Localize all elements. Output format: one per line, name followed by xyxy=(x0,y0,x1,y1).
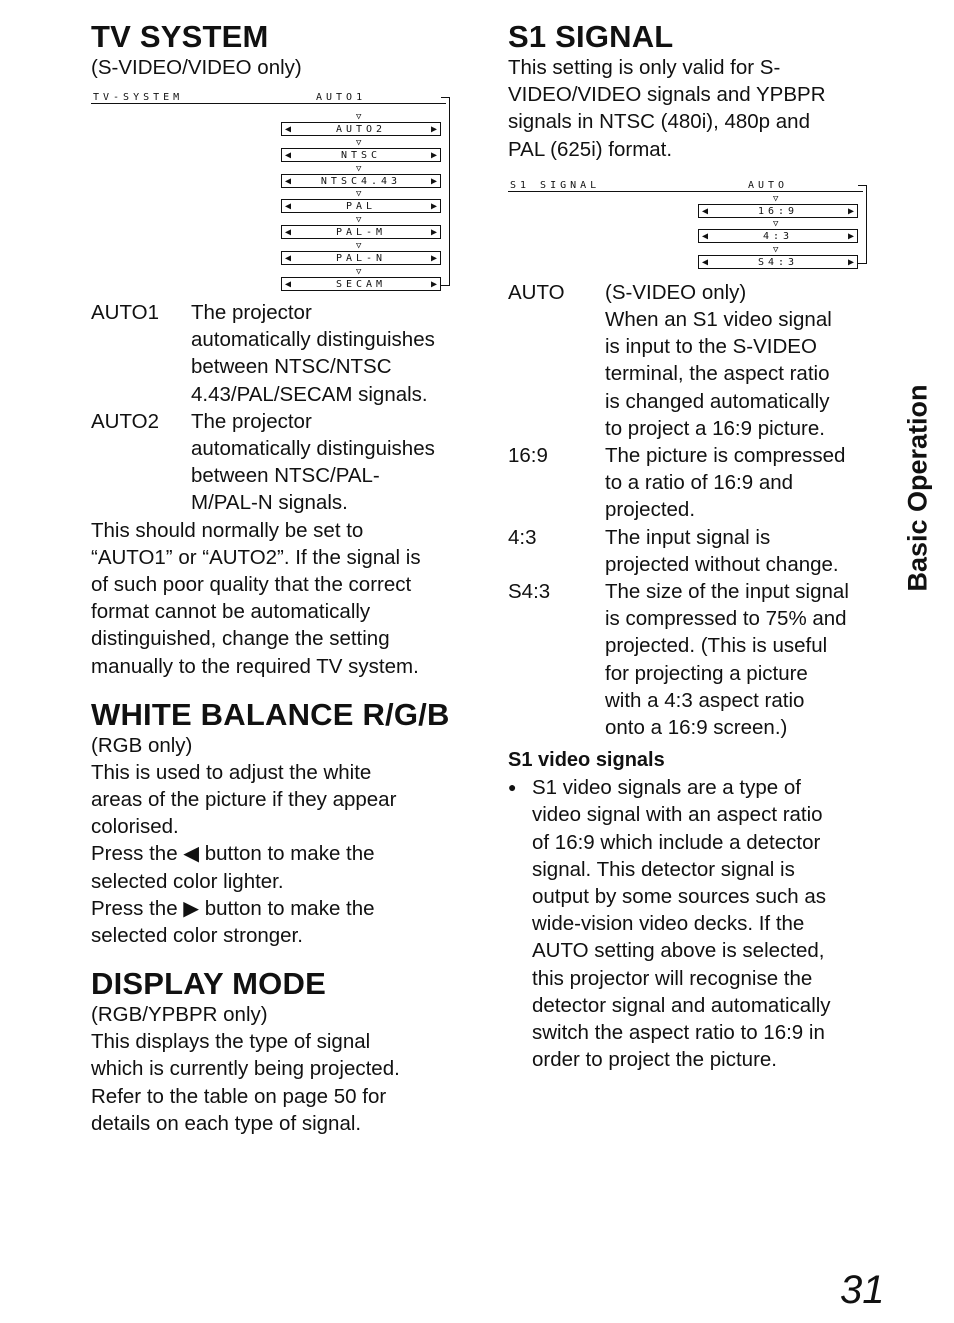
right-arrow-icon: ▶ xyxy=(430,201,437,213)
left-arrow-icon: ◀ xyxy=(285,201,292,213)
note-line: switch the aspect ratio to 16:9 in xyxy=(532,1021,825,1045)
def-line: is input to the S-VIDEO xyxy=(605,335,817,359)
s1-menu-title: S1 SIGNAL xyxy=(510,179,601,191)
menu-option-box xyxy=(281,122,441,136)
body-line: “AUTO1” or “AUTO2”. If the signal is xyxy=(91,545,421,569)
menu-option-label: S4:3 xyxy=(757,256,799,268)
menu-option-box xyxy=(281,174,441,188)
left-arrow-icon: ◀ xyxy=(702,231,709,243)
right-arrow-icon: ▶ xyxy=(847,231,854,243)
def-term: AUTO2 xyxy=(91,409,159,433)
display-mode-heading: DISPLAY MODE xyxy=(91,966,326,1002)
note-text xyxy=(532,774,831,1073)
s1-signal-definitions xyxy=(508,279,888,741)
note-line: of 16:9 which include a detector xyxy=(532,830,821,854)
menu-option-box xyxy=(698,229,858,243)
tv-system-menu-diagram xyxy=(91,91,481,299)
body-line: colorised. xyxy=(91,815,179,839)
body-line: of such poor quality that the correct xyxy=(91,573,412,597)
def-line: between NTSC/PAL- xyxy=(191,464,380,488)
def-line: When an S1 video signal xyxy=(605,308,832,332)
note-line: video signal with an aspect ratio xyxy=(532,803,823,827)
def-4-3 xyxy=(508,524,888,578)
down-arrow-icon: ▽ xyxy=(356,137,362,148)
down-arrow-icon: ▽ xyxy=(773,193,779,204)
def-line: automatically distinguishes xyxy=(191,437,435,461)
menu-option-label: 16:9 xyxy=(757,205,799,217)
def-term: 4:3 xyxy=(508,525,537,549)
def-16-9 xyxy=(508,442,888,524)
body-line: Press the ▶ button to make the xyxy=(91,896,375,920)
display-mode-body xyxy=(91,1028,481,1137)
menu-option-box xyxy=(698,255,858,269)
menu-option-box xyxy=(281,148,441,162)
body-line: This displays the type of signal xyxy=(91,1030,371,1054)
section-side-tab xyxy=(893,378,943,598)
menu-option-label: SECAM xyxy=(335,278,387,290)
def-term: AUTO xyxy=(508,280,565,304)
def-line: automatically distinguishes xyxy=(191,328,435,352)
def-line: to a ratio of 16:9 and xyxy=(605,471,794,495)
right-arrow-icon: ▶ xyxy=(847,205,854,217)
s1-signal-menu-diagram xyxy=(508,179,888,279)
side-tab-label: Basic Operation xyxy=(902,384,933,592)
tv-system-subtitle: (S-VIDEO/VIDEO only) xyxy=(91,56,302,79)
def-line: M/PAL-N signals. xyxy=(191,491,348,515)
tv-system-body xyxy=(91,517,481,680)
body-line: manually to the required TV system. xyxy=(91,654,419,678)
def-line: to project a 16:9 picture. xyxy=(605,416,825,440)
s1-video-signals-heading: S1 video signals xyxy=(508,749,665,772)
def-line: projected without change. xyxy=(605,552,839,576)
body-line: This should normally be set to xyxy=(91,518,364,542)
right-arrow-icon: ▶ xyxy=(430,278,437,290)
right-arrow-icon: ▶ xyxy=(847,256,854,268)
s1-menu-titlebar xyxy=(508,179,863,192)
def-line: is changed automatically xyxy=(605,389,830,413)
left-arrow-icon: ◀ xyxy=(702,256,709,268)
note-line: signal. This detector signal is xyxy=(532,857,795,881)
def-line: The projector xyxy=(191,301,312,324)
def-auto1 xyxy=(91,299,481,408)
right-arrow-icon: ▶ xyxy=(430,149,437,161)
white-balance-subtitle: (RGB only) xyxy=(91,733,193,757)
bullet-icon: ● xyxy=(508,779,517,796)
body-line: Refer to the table on page 50 for xyxy=(91,1084,387,1108)
down-arrow-icon: ▽ xyxy=(356,189,362,200)
def-line: The size of the input signal xyxy=(605,580,849,604)
left-arrow-icon: ◀ xyxy=(285,124,292,135)
def-line: The input signal is xyxy=(605,525,771,549)
menu-option-label: PAL-M xyxy=(335,227,387,239)
body-line: This setting is only valid for S- xyxy=(508,56,781,79)
down-arrow-icon: ▽ xyxy=(356,163,362,174)
s1-video-signals-note xyxy=(508,774,888,1073)
right-arrow-icon: ▶ xyxy=(430,227,437,239)
left-arrow-icon: ◀ xyxy=(285,253,292,264)
def-auto2 xyxy=(91,408,481,517)
note-line: this projector will recognise the xyxy=(532,966,813,990)
left-arrow-icon: ◀ xyxy=(285,149,292,161)
menu-option-label: PAL xyxy=(345,201,377,213)
body-line: details on each type of signal. xyxy=(91,1111,362,1135)
def-desc xyxy=(191,408,481,517)
body-line: selected color stronger. xyxy=(91,924,303,948)
body-line: This is used to adjust the white xyxy=(91,760,372,784)
tv-menu-titlebar xyxy=(91,91,446,104)
body-line: selected color lighter. xyxy=(91,869,284,893)
right-arrow-icon: ▶ xyxy=(430,124,437,135)
s1-signal-heading: S1 SIGNAL xyxy=(508,19,674,54)
menu-option-box xyxy=(698,204,858,218)
def-line: terminal, the aspect ratio xyxy=(605,362,830,386)
menu-option-label: AUTO2 xyxy=(335,124,387,135)
def-line: onto a 16:9 screen.) xyxy=(605,716,788,740)
menu-option-box xyxy=(281,251,441,265)
page-number: 31 xyxy=(840,1268,885,1312)
def-line: The picture is compressed xyxy=(605,444,846,468)
left-column xyxy=(91,20,481,1137)
def-line: 4.43/PAL/SECAM signals. xyxy=(191,382,428,406)
left-arrow-icon: ◀ xyxy=(285,227,292,239)
down-arrow-icon: ▽ xyxy=(356,266,362,277)
white-balance-heading: WHITE BALANCE R/G/B xyxy=(91,696,450,732)
note-line: AUTO setting above is selected, xyxy=(532,939,825,963)
down-arrow-icon: ▽ xyxy=(773,219,779,230)
def-term: S4:3 xyxy=(508,580,551,604)
menu-option-box xyxy=(281,277,441,291)
left-arrow-icon: ◀ xyxy=(285,175,292,187)
right-column xyxy=(508,20,888,1074)
def-line: projected. (This is useful xyxy=(605,634,828,658)
menu-option-box xyxy=(281,199,441,213)
menu-loop-line xyxy=(858,185,867,264)
tv-system-heading: TV SYSTEM xyxy=(91,19,269,54)
body-line: Press the ◀ button to make the xyxy=(91,842,375,866)
left-arrow-icon: ◀ xyxy=(285,278,292,290)
tv-system-definitions xyxy=(91,299,481,517)
def-desc xyxy=(605,524,888,578)
def-desc xyxy=(605,279,888,442)
menu-option-box xyxy=(281,225,441,239)
body-line: VIDEO/VIDEO signals and YPBPR xyxy=(508,83,826,107)
down-arrow-icon: ▽ xyxy=(356,241,362,251)
menu-option-label: NTSC xyxy=(340,149,382,161)
def-desc xyxy=(605,578,888,741)
down-arrow-icon: ▽ xyxy=(356,112,362,122)
body-line: which is currently being projected. xyxy=(91,1057,400,1081)
body-line: distinguished, change the setting xyxy=(91,627,390,651)
menu-current-value: AUTO xyxy=(748,179,789,191)
def-line: (S-VIDEO only) xyxy=(605,280,747,304)
body-line: areas of the picture if they appear xyxy=(91,788,397,812)
note-line: S1 video signals are a type of xyxy=(532,776,801,800)
def-line: projected. xyxy=(605,498,696,522)
note-line: wide-vision video decks. If the xyxy=(532,912,805,936)
def-auto xyxy=(508,279,888,442)
menu-option-label: NTSC4.43 xyxy=(320,175,402,187)
def-line: between NTSC/NTSC xyxy=(191,355,392,379)
def-desc xyxy=(191,299,481,408)
white-balance-body xyxy=(91,759,481,949)
menu-current-value: AUTO1 xyxy=(316,92,367,103)
def-s4-3 xyxy=(508,578,888,741)
menu-loop-line xyxy=(441,97,450,286)
def-line: The projector xyxy=(191,409,312,433)
def-line: for projecting a picture xyxy=(605,661,808,685)
def-term: 16:9 xyxy=(508,444,548,468)
right-arrow-icon: ▶ xyxy=(430,175,437,187)
note-line: output by some sources such as xyxy=(532,885,826,909)
menu-option-label: 4:3 xyxy=(762,231,794,243)
display-mode-subtitle: (RGB/YPBPR only) xyxy=(91,1003,268,1027)
note-line: order to project the picture. xyxy=(532,1048,777,1072)
tv-menu-title: TV-SYSTEM xyxy=(93,92,184,103)
def-line: is compressed to 75% and xyxy=(605,607,847,631)
down-arrow-icon: ▽ xyxy=(773,244,779,255)
def-line: with a 4:3 aspect ratio xyxy=(605,688,805,712)
note-line: detector signal and automatically xyxy=(532,993,831,1017)
def-term: AUTO1 xyxy=(91,301,159,324)
body-line: PAL (625i) format. xyxy=(508,137,673,161)
right-arrow-icon: ▶ xyxy=(430,253,437,264)
s1-signal-intro xyxy=(508,54,888,163)
def-desc xyxy=(605,442,888,524)
menu-option-label: PAL-N xyxy=(335,253,387,264)
body-line: format cannot be automatically xyxy=(91,600,371,624)
left-arrow-icon: ◀ xyxy=(702,205,709,217)
body-line: signals in NTSC (480i), 480p and xyxy=(508,110,810,134)
down-arrow-icon: ▽ xyxy=(356,215,362,226)
